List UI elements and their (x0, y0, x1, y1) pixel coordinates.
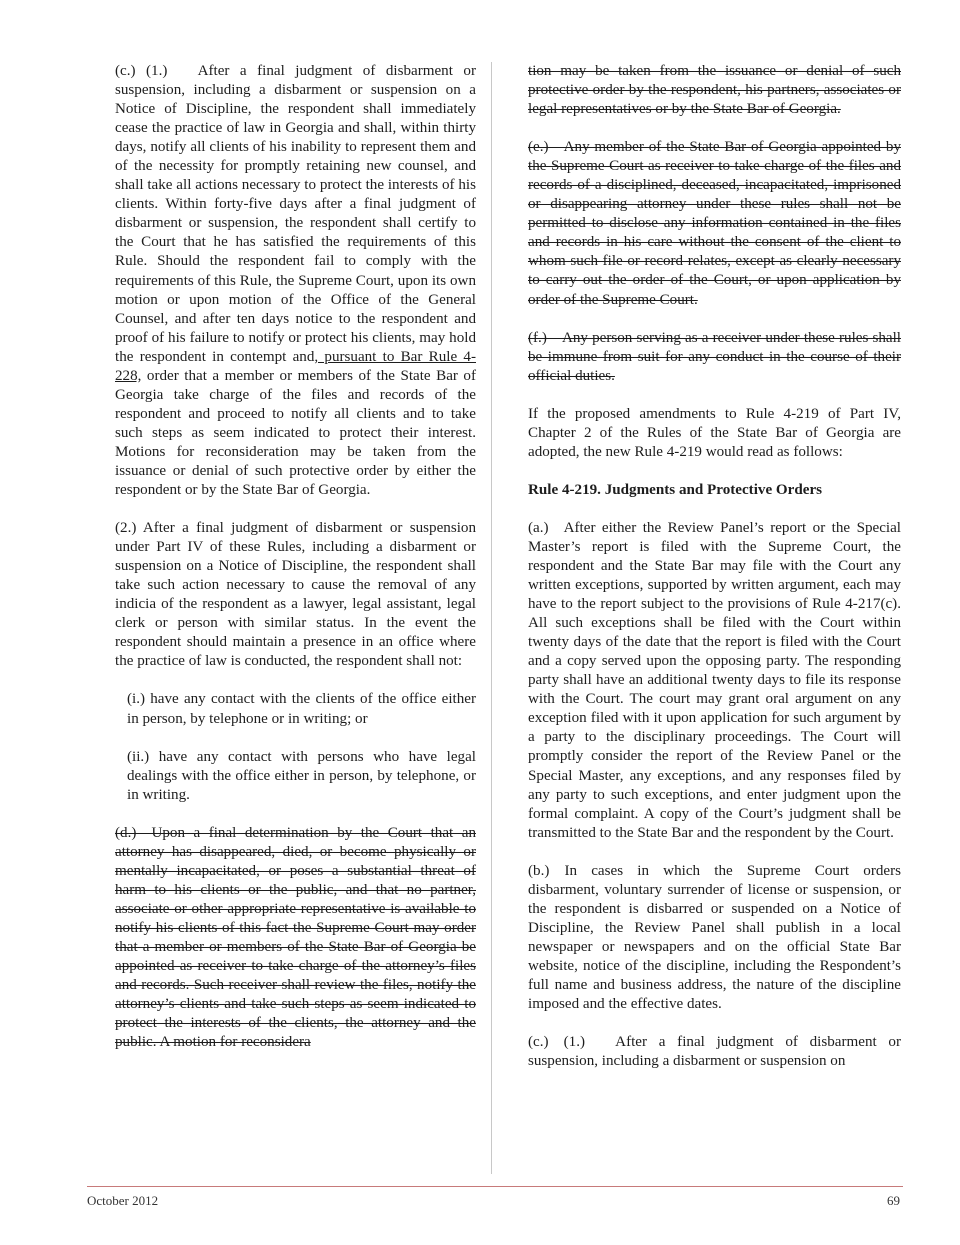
right-column (528, 62, 901, 1090)
footer-date: October 2012 (87, 1193, 159, 1208)
intro-paragraph: If the proposed amendments to Rule 4-219 of Part IV, Chapter 2 of the Rules of the State Bar of Georgia are adopted, the new Rule 4-219 would read as follows: (528, 405, 901, 460)
column-divider (491, 62, 492, 1174)
paragraph-f-struck: (f.) Any person serving as a receiver under these rules shall be immune from suit for any conduct in the course of their official duties. (528, 329, 901, 384)
paragraph-c-start: (c.) (1.) After a final judgment of disbarment or suspension, including a disbarment or suspension on (528, 1034, 901, 1070)
left-column (115, 62, 476, 1071)
footer-rule (87, 1186, 903, 1187)
underlined-insertion: , pursuant to Bar Rule 4-228, (115, 348, 476, 384)
paragraph-ii: (ii.) have any contact with persons who have legal dealings with the office either in person, by telephone, or in writing. (127, 748, 476, 803)
rule-heading: Rule 4-219. Judgments and Protective Orders (528, 481, 823, 498)
page-number: 69 (887, 1193, 900, 1208)
paragraph-a: (a.) After either the Review Panel’s report or the Special Master’s report is filed with the Supreme Court, the respondent and the State Bar may file with the Court any written exceptions, supported by written argument, each may have to the report subject to the provisions of Rule 4-217(c). All such exceptions shall be filed with the Court within twenty days of the date that the report is filed with the Court and a copy served upon the opposing party. The responding party shall have an additional twenty days to file its response with the Court. The court may grant oral argument on any exception filed with it upon application for such argument by a party to the disciplinary proceedings. The Court will promptly consider the report of the Review Panel or the Special Master, any exceptions, and any responses filed by any party to such exceptions, and enter judgment upon the formal complaint. A copy of the Court’s judgment shall be transmitted to the State Bar and the respondent by the Court. (528, 519, 901, 841)
paragraph-d-continued-struck: tion may be taken from the issuance or denial of such protective order by the respondent, his partners, associates or legal representatives or by the State Bar of Georgia. (528, 63, 901, 118)
paragraph-c1 (115, 62, 476, 500)
paragraph-b: (b.) In cases in which the Supreme Court orders disbarment, voluntary surrender of license or suspension, or the respondent is disbarred or suspended on a Notice of Discipline, the Review Panel shall publish in a local newspaper or newspapers and on the official State Bar website, notice of the discipline, including the Respondent’s full name and business address, the nature of the discipline imposed and the effective dates. (528, 862, 901, 1013)
paragraph-c2: (2.) After a final judgment of disbarment or suspension under Part IV of these Rules, including a disbarment or suspension on a Notice of Discipline, the respondent shall take such action necessary to cause the removal of any indicia of the respondent as a lawyer, legal assistant, legal clerk or person with similar status. In the event the respondent should maintain a presence in an office where the practice of law is conducted, the respondent shall not: (115, 520, 476, 670)
paragraph-e-struck: (e.) Any member of the State Bar of Georgia appointed by the Supreme Court as receiver to take charge of the files and records of a disciplined, deceased, incapacitated, imprisoned or disappearing attorney under these rules shall not be permitted to disclose any information contained in the files and records in his care without the consent of the client to whom such file or record relates, except as clearly necessary to carry out the order of the Court, or upon application by order of the Supreme Court. (528, 139, 901, 308)
paragraph-c1-end: order that a member or members of the State Bar of Georgia take charge of the files and records of the respondent and proceed to notify all clients and to take such steps as seem indicated to protect their interest. Motions for reconsideration may be taken from the issuance or denial of such protective order by either the respondent or by the State Bar of Georgia. (115, 367, 476, 499)
paragraph-i: (i.) have any contact with the clients of the office either in person, by telephone or in writing; or (127, 691, 476, 727)
paragraph-d-struck: (d.) Upon a final determination by the Court that an attorney has disappeared, died, or become physically or mentally incapacitated, or poses a substantial threat of harm to his clients or the public, and that no partner, associate or other appropriate representative is available to notify his clients of this fact the Supreme Court may order that a member or members of the State Bar of Georgia be appointed as receiver to take charge of the attorney’s files and records. Such receiver shall review the files, notify the attorney’s clients and take such steps as seem indicated to protect the interests of the clients, the attorney and the public. A motion for reconsidera (115, 824, 476, 1051)
paragraph-c1-text: (c.) (1.) After a final judgment of disbarment or suspension, including a disbarment or suspension on a Notice of Discipline, the respondent shall immediately cease the practice of law in Georgia and shall, within thirty days, notify all clients of his inability to represent them and of the necessity for promptly retaining new counsel, and shall take all actions necessary to protect the interests of his clients. Within forty-five days after a final judgment of disbarment or suspension, the respondent shall certify to the Court that he has satisfied the requirements of this Rule. Should the respondent fail to comply with the requirements of this Rule, the Supreme Court, upon its own motion or upon motion of the Office of the General Counsel, and after ten days notice to the respondent and proof of his failure to notify or protect his clients, may hold the respondent in contempt and (115, 63, 476, 365)
